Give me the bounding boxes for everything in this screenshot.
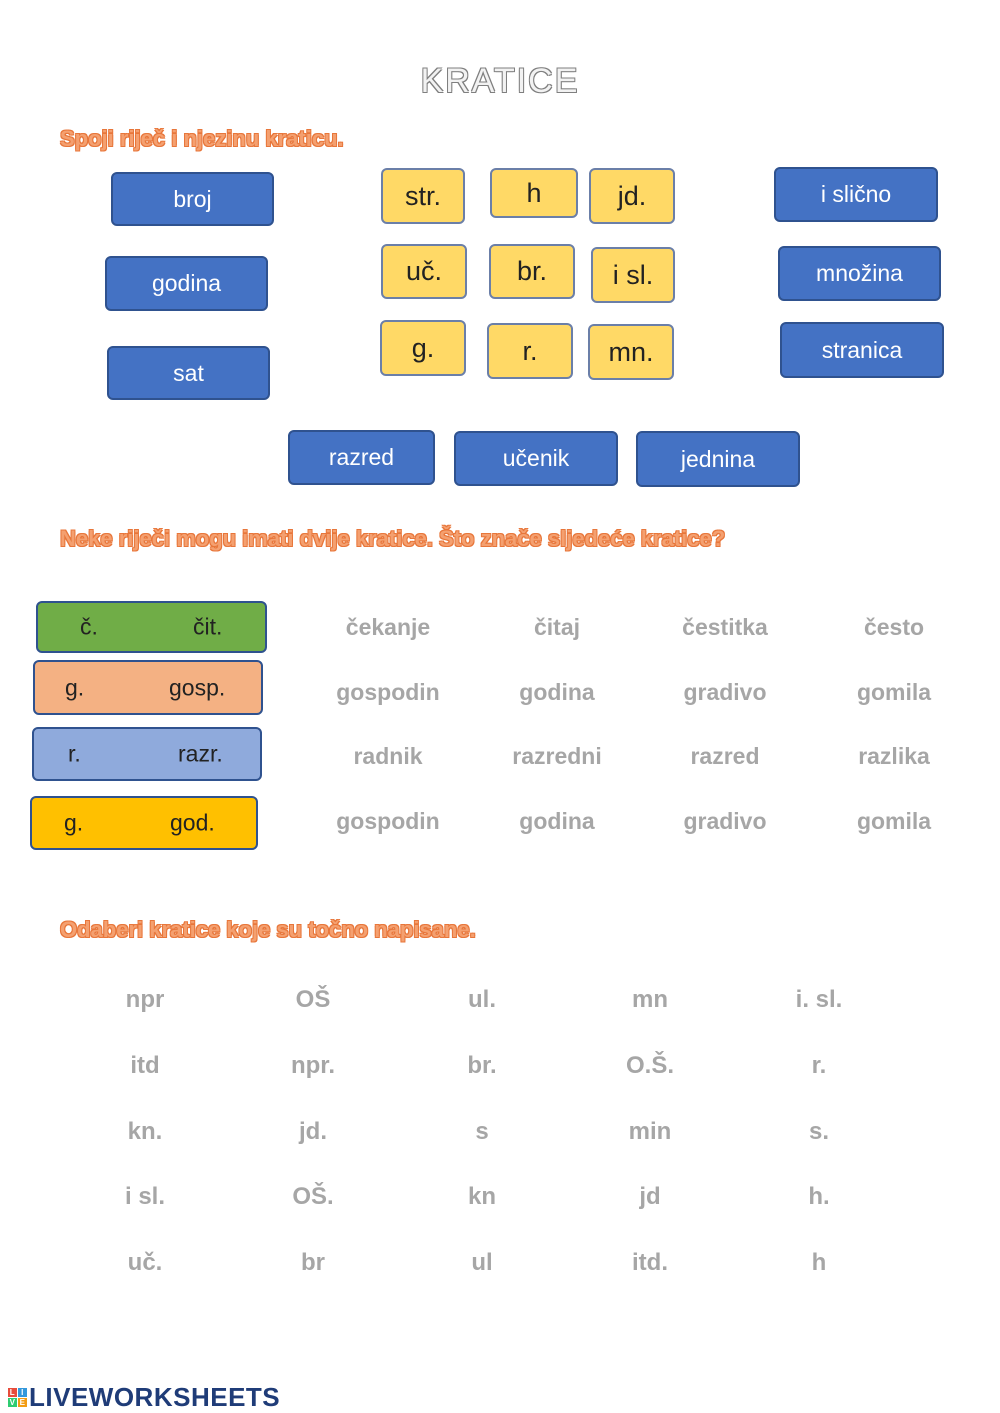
abbr-option[interactable]: uč. [127,1249,163,1276]
instruction-select: Odaberi kratice koje su točno napisane. [60,917,476,942]
abbr-card-isl[interactable]: i sl. [591,247,675,303]
option-gomila[interactable]: gomila [856,679,932,705]
pair-abbr-long: gosp. [169,674,226,700]
abbr-option[interactable]: ul [471,1249,493,1276]
abbr-option[interactable]: mn [632,986,668,1013]
logo-mark-letter: I [18,1388,27,1397]
word-card-stranica[interactable]: stranica [780,322,944,378]
abbr-card-str[interactable]: str. [381,168,465,224]
abbr-option[interactable]: OŠ. [292,1183,334,1210]
abbr-option[interactable]: npr [125,986,165,1013]
option-gradivo[interactable]: gradivo [683,679,767,705]
abbr-option[interactable]: O.Š. [625,1052,674,1079]
pair-abbr-long: razr. [178,740,223,767]
abbr-option[interactable]: kn [467,1183,496,1210]
abbr-option[interactable]: min [628,1118,672,1145]
logo-mark-letter: V [9,1398,16,1407]
abbr-option[interactable]: itd [130,1052,160,1079]
pair-abbr-short: č. [80,613,98,640]
word-card-broj[interactable]: broj [111,172,274,226]
abbr-option[interactable]: itd. [632,1249,668,1276]
word-card-ucenik[interactable]: učenik [454,431,618,486]
abbr-card-jd[interactable]: jd. [589,168,675,224]
word-card-sat[interactable]: sat [107,346,270,400]
pair-card-c-cit [36,601,267,653]
pair-abbr-short: g. [64,809,84,836]
abbr-card-br[interactable]: br. [489,244,575,299]
abbr-option[interactable]: kn. [127,1118,163,1145]
abbr-option[interactable]: h [811,1249,827,1276]
logo-mark-letter: L [9,1388,16,1397]
abbr-option[interactable]: r. [811,1052,827,1079]
abbr-option[interactable]: npr. [290,1052,335,1079]
option-razredni[interactable]: razredni [512,743,602,769]
pair-abbr-long: god. [170,809,215,836]
option-citaj[interactable]: čitaj [533,614,581,640]
logo-mark-letter: E [19,1398,26,1407]
abbr-card-uc[interactable]: uč. [381,244,467,299]
option-godina[interactable]: godina [519,679,595,705]
abbr-option[interactable]: i. sl. [795,986,843,1013]
word-card-godina[interactable]: godina [105,256,268,311]
abbr-option[interactable]: OŠ [295,986,331,1013]
abbr-option[interactable]: h. [808,1183,830,1210]
abbr-option[interactable]: s [475,1118,489,1145]
abbr-option[interactable]: br. [467,1052,497,1079]
word-card-razred[interactable]: razred [288,430,435,485]
option-razred[interactable]: razred [690,743,760,769]
pair-abbr-short: r. [68,740,81,767]
abbr-card-r[interactable]: r. [487,323,573,379]
abbr-option[interactable]: s. [808,1118,829,1145]
abbr-option[interactable]: br [301,1249,325,1276]
option-godina[interactable]: godina [519,808,595,834]
instruction-match: Spoji riječ i njezinu kraticu. [60,126,344,151]
option-razlika[interactable]: razlika [858,743,930,769]
pair-abbr-short: g. [65,674,85,700]
abbr-card-h[interactable]: h [490,168,578,218]
abbr-option[interactable]: ul. [468,986,496,1013]
word-card-i-slicno[interactable]: i slično [774,167,938,222]
liveworksheets-logo[interactable] [8,1382,280,1413]
pair-card-g-gosp [33,660,263,715]
option-gospodin[interactable]: gospodin [336,679,440,705]
pair-card-r-razr [32,727,262,781]
instruction-meaning: Neke riječi mogu imati dvije kratice. Što znače sljedeće kratice? [60,526,726,551]
option-gradivo[interactable]: gradivo [683,808,767,834]
option-cesto[interactable]: često [863,614,925,640]
abbr-option[interactable]: jd [639,1183,661,1210]
abbr-option[interactable]: i sl. [124,1183,166,1210]
option-cestitka[interactable]: čestitka [682,614,768,640]
word-card-mnozina[interactable]: množina [778,246,941,301]
abbr-card-mn[interactable]: mn. [588,324,674,380]
logo-text: LIVEWORKSHEETS [29,1382,281,1412]
pair-abbr-long: čit. [193,613,223,640]
word-card-jednina[interactable]: jednina [636,431,800,487]
logo-mark-icon [8,1388,27,1407]
option-gomila[interactable]: gomila [856,808,932,834]
pair-card-g-god [30,796,258,850]
abbr-card-g[interactable]: g. [380,320,466,376]
option-radnik[interactable]: radnik [353,743,423,769]
option-gospodin[interactable]: gospodin [336,808,440,834]
option-cekanje[interactable]: čekanje [345,614,431,640]
page-title: KRATICE [420,62,580,100]
abbr-option[interactable]: jd. [299,1118,327,1145]
